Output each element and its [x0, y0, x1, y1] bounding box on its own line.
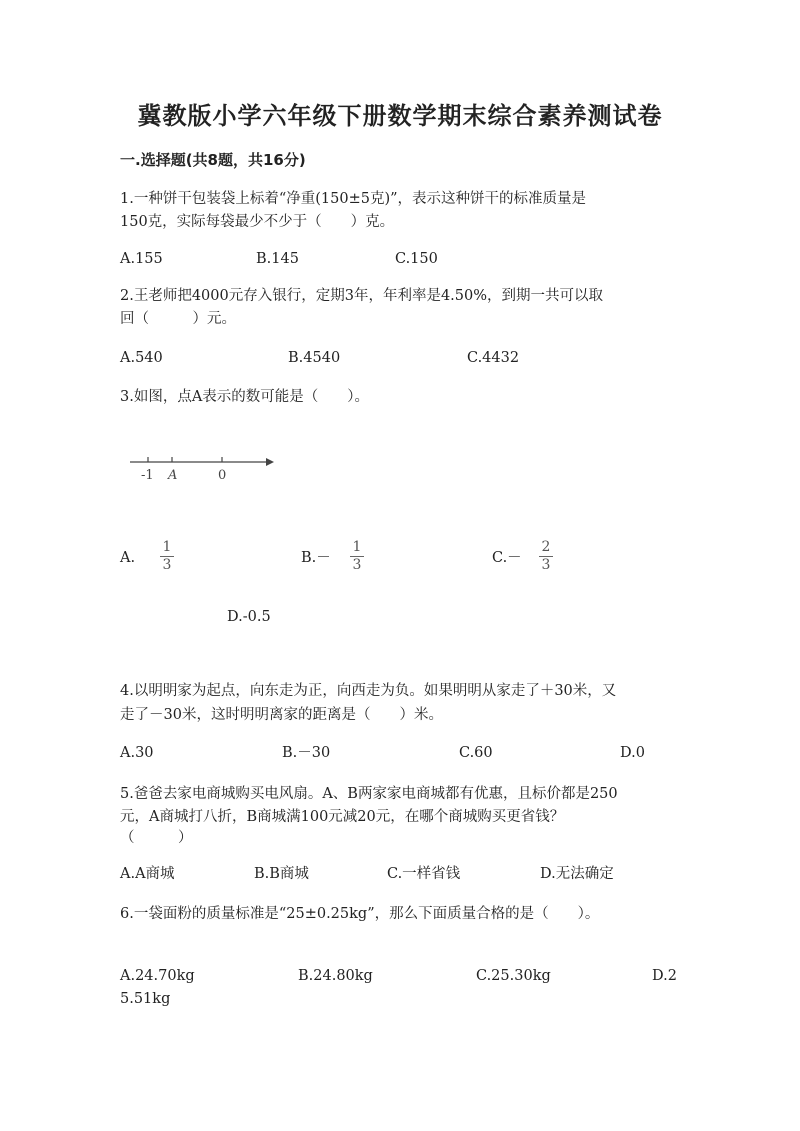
question-5-option-b: B.B商城 [254, 866, 309, 882]
question-3-option-a-prefix: A. [120, 550, 136, 566]
question-5-option-d: D.无法确定 [540, 866, 614, 882]
question-3-option-c-fraction [536, 539, 556, 574]
question-3-option-b-prefix: B.－ [301, 550, 331, 566]
question-1-option-c: C.150 [395, 251, 438, 267]
label-zero: 0 [218, 468, 227, 483]
fraction-denominator: 3 [162, 557, 172, 573]
question-4-line-2: 走了－30米，这时明明离家的距离是（ ）米。 [120, 707, 443, 723]
question-1-option-a: A.155 [120, 251, 163, 267]
page-title: 冀教版小学六年级下册数学期末综合素养测试卷 [137, 102, 663, 130]
fraction-denominator: 3 [541, 557, 551, 573]
question-6-option-b: B.24.80kg [298, 968, 373, 984]
question-6-option-a: A.24.70kg [120, 968, 195, 984]
question-6-line-1: 6.一袋面粉的质量标准是“25±0.25kg”，那么下面质量合格的是（ ）。 [120, 906, 600, 922]
fraction-numerator: 1 [352, 539, 362, 555]
label-neg1: -1 [141, 468, 154, 483]
question-2-line-1: 2.王老师把4000元存入银行，定期3年，年利率是4.50%，到期一共可以取 [120, 288, 604, 304]
question-5-option-c: C.一样省钱 [387, 866, 461, 882]
question-6-option-d-part-2: 5.51kg [120, 991, 171, 1007]
number-line-arrow [266, 458, 274, 466]
section-heading: 一.选择题(共8题，共16分) [120, 151, 306, 169]
question-3-option-c-prefix: C.－ [492, 550, 522, 566]
question-3-option-d: D.-0.5 [227, 609, 271, 625]
question-4-option-d: D.0 [620, 745, 645, 761]
question-1-line-1: 1.一种饼干包装袋上标着“净重(150±5克)”，表示这种饼干的标准质量是 [120, 191, 587, 207]
question-2-option-b: B.4540 [288, 350, 341, 366]
question-5-option-a: A.A商城 [120, 866, 175, 882]
number-line-figure [126, 452, 276, 486]
question-2-option-a: A.540 [120, 350, 163, 366]
question-4-line-1: 4.以明明家为起点，向东走为正，向西走为负。如果明明从家走了＋30米，又 [120, 683, 617, 699]
question-5-line-1: 5.爸爸去家电商城购买电风扇。A、B两家家电商城都有优惠，且标价都是250 [120, 786, 618, 802]
label-point-a: A [168, 468, 178, 483]
fraction-numerator: 2 [541, 539, 551, 555]
question-4-option-b: B.－30 [282, 745, 331, 761]
question-2-line-2: 回（ ）元。 [120, 311, 236, 327]
question-2-option-c: C.4432 [467, 350, 520, 366]
question-5-line-3: （ ） [120, 830, 193, 846]
question-1-line-2: 150克，实际每袋最少不少于（ ）克。 [120, 214, 395, 230]
fraction-numerator: 1 [162, 539, 172, 555]
question-3-line-1: 3.如图，点A表示的数可能是（ ）。 [120, 389, 370, 405]
question-6-option-c: C.25.30kg [476, 968, 551, 984]
question-6-option-d-part-1: D.2 [652, 968, 677, 984]
question-4-option-c: C.60 [459, 745, 493, 761]
question-1-option-b: B.145 [256, 251, 299, 267]
question-4-option-a: A.30 [120, 745, 154, 761]
question-5-line-2: 元，A商城打八折，B商城满100元减20元，在哪个商城购买更省钱？ [120, 809, 565, 825]
question-3-option-b-fraction [347, 539, 367, 574]
fraction-denominator: 3 [352, 557, 362, 573]
question-3-option-a-fraction [157, 539, 177, 574]
